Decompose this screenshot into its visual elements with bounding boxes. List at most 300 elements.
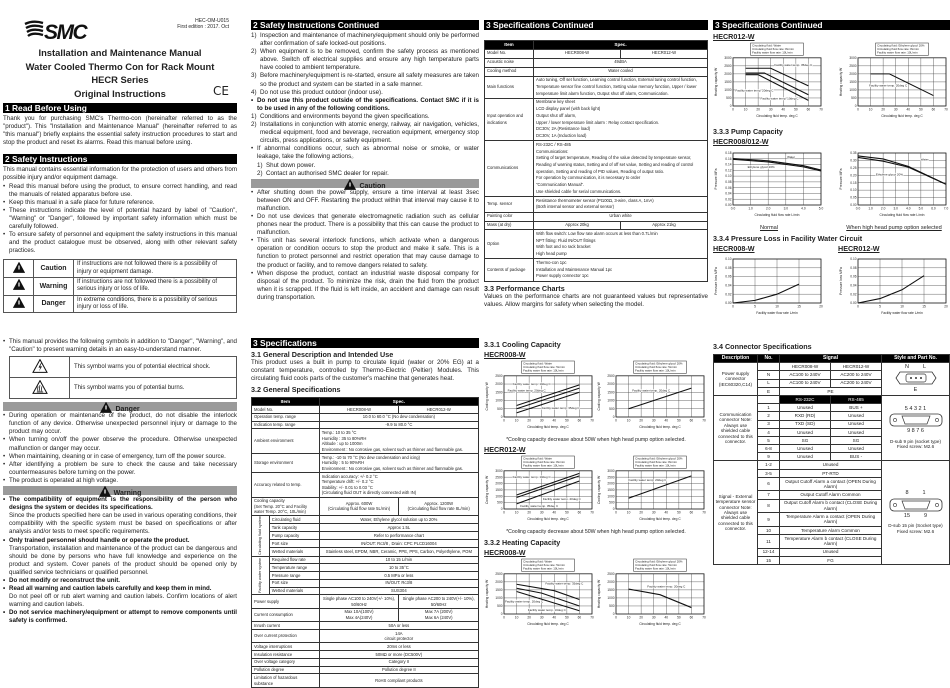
burn-icon (32, 380, 48, 394)
row-label: Inrush current (252, 622, 320, 630)
title-line: Installation and Maintenance Manual (38, 47, 202, 58)
pin-signal: Unused (830, 428, 881, 436)
row-label: Limitation of hazardous substance (252, 674, 320, 687)
model-label: HECR008-W (484, 350, 526, 359)
x-tick-label: 60 (577, 615, 582, 620)
row-label: Wetted materials (269, 587, 319, 595)
row-value: Max 7A (200V) Max 6A (240V) (399, 608, 479, 621)
series-line (733, 284, 799, 303)
item-text: Inspection and maintenance of machinery/equipment should only be performed after confirmation of safe locked-out positions. (260, 32, 479, 48)
pin-signal: PE (780, 387, 882, 395)
column-4-bottom (713, 340, 950, 565)
table-row (485, 98, 708, 140)
series-line (517, 584, 580, 599)
row-value: 50A or less (319, 622, 478, 630)
series-line (858, 276, 924, 303)
y-tick-label: 2500 (724, 63, 732, 68)
column-3-bottom (484, 338, 708, 633)
indented-paragraph: Transportation, installation and maintenance of the product can be dangerous and should be done by persons who have full knowledge and experience on the product and system. Cover panels of the product should be opened only by qualified service technicians or qualified personnel. (9, 544, 237, 576)
y-tick-label: 1500 (495, 587, 503, 592)
pin-number: 4 (758, 428, 780, 436)
chart-panel (484, 455, 596, 528)
x-tick-label: 70 (702, 418, 706, 423)
table-row (252, 595, 479, 608)
chart-panel (838, 42, 950, 125)
pin-number: E (758, 387, 780, 395)
y-tick-label: 0 (500, 612, 503, 617)
x-tick-label: 0 (732, 304, 734, 309)
y-tick-label: 2000 (495, 579, 503, 584)
table-row (252, 629, 479, 642)
pin-number: 11 (758, 534, 780, 548)
row-value: Resistance thermometer sensor (Pt100Ω, 3-wire, class A, 1mA) (Both internal sensor and external sensor) (534, 197, 708, 213)
pin-signal: AC200 to 240V (830, 371, 881, 379)
warning-banner (3, 486, 237, 498)
row-value: With flow switch: Low flow rate alarm occurs at less than 0.7L/min NPT fitting: Fluid IN/OUT fittings With foot and no rack bracket High head pump (534, 230, 708, 259)
series-label: Facility water temp. 10deg C (512, 381, 551, 386)
charts-cool012 (484, 455, 708, 528)
logo-stripe (26, 26, 43, 28)
row-label: Circulating fluid (269, 516, 319, 524)
line-chart (484, 360, 596, 431)
x-tick-label: 70 (944, 107, 948, 112)
connector-row (714, 395, 950, 403)
chart-panel (484, 360, 596, 436)
x-tick-label: 40 (664, 510, 669, 515)
x-axis-label: Circulating fluid temp. deg C (639, 517, 681, 521)
header-cell: Description (714, 355, 758, 363)
bullet-item: • The product is operated at high voltage. (3, 477, 237, 485)
exclamation (106, 406, 107, 410)
row-value: Single phase AC100 to 240V(+/- 10%), 50/60Hz (319, 595, 399, 608)
y-axis-label: Pressure MPa (714, 168, 718, 190)
item-number: 1) (251, 112, 257, 120)
row-value: Approx. 1200W (Circulating fluid flow rate 8L/min) (399, 497, 479, 516)
table-row (252, 651, 479, 659)
pin-label: 8 (905, 490, 909, 497)
pin-labels-bottom (883, 514, 948, 519)
hazard-level-table (3, 259, 237, 313)
row-value: Urban white (534, 212, 708, 221)
smc-logo-icon (23, 20, 101, 42)
bullet-item: • The compatibility of equipment is the responsibility of the person who designs the system or decides its specifications. (3, 496, 237, 512)
table-row (252, 516, 479, 524)
table-row (252, 524, 479, 532)
row-value: Single phase AC200 to 240V(+/- 10%), 50/60Hz (399, 595, 479, 608)
column-2-top (251, 19, 479, 302)
x-tick-label: 70 (702, 510, 706, 515)
item-text: When equipment is to be removed, confirm the safety process as mentioned above. Switch off electrical supplies and ensure any high temperature parts have cooled to ambient temperature. (260, 48, 479, 72)
y-tick-label: 1000 (607, 596, 615, 601)
legend-entry: Facility water flow rate: 10L/min (877, 50, 918, 55)
series-label: Facility water temp. 20deg C (869, 83, 908, 88)
y-tick-label: 0.08 (850, 265, 857, 270)
x-tick-label: 40 (552, 615, 557, 620)
x-tick-label: 50 (565, 418, 569, 423)
y-tick-label: 1500 (607, 488, 615, 492)
series-label: Facility water temp. 20deg C (542, 497, 581, 502)
indented-paragraph: Do not peel off or rub alert warning and caution labels. Confirm locations of alert warning and caution labels. (9, 593, 237, 609)
pin-signal: Output Cutoff Alarm b contact (CLOSE During Alarm) (780, 499, 882, 513)
row-label: Temp. sensor (485, 197, 534, 213)
pin-number: 12-14 (758, 548, 780, 556)
y-tick-label: 0.00 (850, 301, 857, 306)
pin-signal: PT-RTD (780, 469, 882, 477)
legend-entry: Circulating fluid flow rate: 5L/min (523, 563, 565, 568)
title-line: Water Cooled Thermo Con for Rack Mount (25, 60, 215, 72)
x-axis-label: Circulating fluid temp. deg C (639, 425, 681, 429)
y-tick-label: 0 (854, 104, 857, 109)
y-tick-label: 0.00 (725, 203, 732, 208)
legend-entry: Facility water flow rate: 10L/min (752, 50, 793, 55)
model-label: HECR012-W (713, 32, 755, 41)
y-tick-label: 1500 (607, 587, 615, 592)
legend-entry: Facility water flow rate: 10L/min (635, 463, 676, 468)
x-tick-label: 70 (590, 510, 594, 515)
row-label: Painting color (485, 212, 534, 221)
pin-number: 8 (758, 499, 780, 513)
y-axis-label: Cooling capacity W (597, 382, 601, 411)
row-value: Approx 21kg (621, 221, 708, 230)
table-row (252, 608, 479, 621)
x-tick-label: 40 (664, 615, 669, 620)
y-tick-label: 2500 (495, 571, 503, 576)
item-number: 1) (257, 161, 263, 169)
section-heading: 3 Specifications Continued (484, 20, 708, 30)
x-tick-label: 60 (689, 615, 694, 620)
row-value: RoHS compliant products (319, 674, 478, 687)
row-label: Operation temp. range (252, 413, 320, 421)
table-row (252, 429, 479, 454)
y-tick-label: 0 (729, 104, 732, 109)
table-row (485, 212, 708, 221)
x-axis-label: Facility water flow rate L/min (756, 311, 798, 315)
bullet-item: • Do not use this product outside of the specifications. Contact SMC if it is to be used in any of the following conditions. (251, 97, 479, 113)
line-chart (713, 42, 825, 120)
y-tick-label: 2000 (495, 382, 503, 387)
y-tick-label: 0 (500, 415, 503, 420)
ce-mark: CE (213, 84, 229, 98)
pin-signal: Temperature Alarm b contact (CLOSE During Alarm) (780, 534, 882, 548)
y-tick-label: 3000 (495, 468, 503, 473)
chart-panel (596, 558, 708, 633)
series-label: Facility water temp. 20deg C (647, 584, 686, 589)
y-tick-label: 0.08 (725, 179, 732, 184)
line-chart (596, 360, 708, 431)
y-tick-label: 0.10 (850, 188, 857, 193)
x-tick-label: 0.0 (855, 206, 861, 211)
legend-entry: Circulating fluid: Ethylene glycol 20% (635, 361, 683, 366)
y-tick-label: 0.00 (850, 203, 857, 208)
pin-signal: RXD (RD) (780, 412, 831, 420)
paragraph: This manual contains essential information for the protection of users and others from possible injury and/or equipment damage. (3, 166, 237, 182)
chart-note: *Cooling capacity decrease about 50W when high head pump option selected. (506, 437, 686, 443)
row-label: Indication temp. range (252, 421, 320, 429)
table-row (252, 658, 479, 666)
subsection-heading: 3.3.2 Heating Capacity (484, 538, 561, 547)
table-row (252, 413, 479, 421)
row-value: HECR008-W (319, 406, 399, 414)
caution-banner (251, 179, 479, 188)
x-tick-label: 20 (639, 510, 643, 515)
row-label: Storage environment (252, 453, 320, 472)
row-label: Required flow rate (269, 556, 319, 564)
table-row (252, 453, 479, 472)
section-heading: 3 Specifications (251, 338, 479, 348)
row-value: Membrane key sheet LCD display panel (with back light) Output shut off alarm, Upper / lower temperature limit alarm : Relay contact specification. DC30V, 2A (Resistance load) DC30V, 1A (Induction load) (534, 98, 708, 140)
pin-label: 5 4 3 2 1 (904, 405, 927, 412)
line-chart (713, 253, 825, 317)
pin-signal: Unused (780, 548, 882, 556)
y-tick-label: 1000 (849, 88, 857, 93)
pin-number: N (758, 371, 780, 379)
exclamation (18, 300, 19, 304)
y-axis-label: Heating capacity W (839, 67, 843, 97)
x-axis-label: Circulating fluid temp. deg C (527, 425, 569, 429)
series-label: Facility water temp. 20deg C (628, 477, 667, 482)
x-tick-label: 30 (539, 510, 544, 515)
row-label: Model No. (485, 49, 534, 58)
table-row (252, 579, 479, 587)
table-header-row (252, 398, 479, 406)
row-label: Cooling method (485, 67, 534, 76)
y-tick-label: 2500 (495, 475, 503, 480)
x-tick-label: 40 (664, 418, 669, 423)
row-label: Model No. (252, 406, 320, 414)
x-tick-label: 20 (527, 615, 531, 620)
table-row (252, 406, 479, 414)
table-row (485, 259, 708, 281)
exclamation (104, 490, 105, 494)
y-tick-label: 0.16 (725, 156, 732, 161)
row-value: Stainless steel, EPDM, NBR, Ceramic, PPE, PPS, Carbon, Polyethylene, POM (319, 548, 478, 556)
x-tick-label: 50 (565, 510, 569, 515)
pin-signal: Unused (830, 412, 881, 420)
section-heading: 2 Safety Instructions (3, 154, 237, 164)
x-tick-label: 30 (651, 510, 656, 515)
y-tick-label: 0 (612, 415, 615, 420)
x-tick-label: 0 (615, 510, 617, 515)
y-tick-label: 0.02 (725, 292, 732, 297)
pin-signal: HECR008-W (780, 363, 831, 371)
table-row (252, 421, 479, 429)
x-tick-label: 0.0 (730, 206, 736, 211)
dsub (902, 416, 930, 424)
x-tick-label: 3.0 (893, 206, 898, 211)
legend-entry: Circulating fluid: Water (523, 361, 553, 366)
x-tick-label: 50 (794, 107, 798, 112)
x-tick-label: 60 (689, 418, 694, 423)
bullet-item: • Do not use devices that generate electromagnetic radiation such as cellular phones near the product. There is a possibility that this can cause the product to malfunction. (251, 213, 479, 237)
line-chart (484, 455, 596, 523)
bullet-item: • These instructions indicate the level of potential hazard by label of "Caution", "Warning" or "Danger", followed by important safety information which must be carefully followed. (3, 207, 237, 231)
pin-signal: Unused (780, 404, 831, 412)
y-tick-label: 500 (609, 406, 615, 411)
x-axis-label: Circulating fluid flow rate L/min (754, 213, 800, 217)
row-value: RS-232C / RS-485 Communications: Setting of target temperature, Reading of the value detected by temperature sensor, Reading of warning status, Setting and of off set value, Setting and reading of control operation, Setting and reading of PID values, Reading of output ratio. For operation by communication, it is necessary to order "Communication Manual". Use shielded cable for serial communications. (534, 141, 708, 197)
table-header-row (714, 355, 950, 363)
x-tick-label: 30 (539, 418, 544, 423)
y-tick-label: 500 (609, 500, 615, 505)
row-label: Ambient environment (252, 429, 320, 454)
x-tick-label: 10 (626, 510, 631, 515)
logo-stripe (25, 22, 43, 24)
row-value: 10 to 35°C (319, 564, 478, 572)
pin-signal: Temperature Alarm a contact (OPEN During Alarm) (780, 513, 882, 527)
x-axis-label: Circulating fluid temp. deg C (756, 114, 798, 118)
pin-label: L (922, 363, 927, 370)
series-label: Water (920, 157, 929, 162)
row-value: SUS304 (319, 587, 478, 595)
logo-stripe (27, 30, 43, 32)
pin-signal: Unused (780, 428, 831, 436)
chart-panel (713, 42, 825, 125)
plot-frame (616, 376, 704, 417)
pin-signal: HECR012-W (830, 363, 881, 371)
y-tick-label: 0.10 (725, 257, 732, 262)
series-line (858, 156, 946, 184)
y-axis-label: Cooling capacity W (485, 382, 489, 411)
item-number: 4) (251, 88, 257, 96)
pin-number: 1-2 (758, 461, 780, 469)
subsection-heading: 3.3.4 Pressure Loss in Facility Water Circuit (713, 234, 863, 243)
y-tick-label: 1000 (495, 494, 503, 499)
legend-entry: Circulating fluid flow rate: 8L/min (877, 47, 919, 52)
connector-description: Power supply connector (IEC60320,C14) (714, 363, 758, 396)
x-tick-label: 0 (615, 418, 617, 423)
row-value: Auto tuning, Off set function, Learning control function, External tuning control function, Temperature sensor fine control function, Setting value memory function, Upper / lower temperature limit alarm function, Output shut off alarm, Communication. (534, 76, 708, 98)
y-tick-label: 1000 (495, 596, 503, 601)
pin-number: 7 (758, 491, 780, 499)
row-label: Temperature range (269, 564, 319, 572)
x-tick-label: 0 (857, 304, 859, 309)
connector-description: Signal - External temperature sensor connector Note: Always use shielded cable connected to this connector. (714, 461, 758, 565)
row-value: Thermo-con 1pc Installation and Maintenance Manual 1pc Power supply connector 1pc (534, 259, 708, 281)
pin-number (758, 395, 780, 403)
numbered-item (251, 48, 479, 72)
row-value: 10.0 to 60.0 °C (No dew condensation) (319, 413, 478, 421)
row-value: HECR012-W (399, 406, 479, 414)
x-tick-label: 70 (819, 107, 823, 112)
x-tick-label: 10 (743, 107, 748, 112)
connector-caption: Fixed screw: M2.6 (896, 444, 935, 450)
pin-label: 1 (922, 490, 926, 497)
pin-label: 15 (903, 512, 911, 519)
legend-entry: Circulating fluid: Ethylene glycol 20% (635, 456, 683, 461)
table-row (252, 666, 479, 674)
pin-signal: AC200 to 240V (830, 379, 881, 387)
header-cell: No. (758, 355, 780, 363)
table-header-row (485, 41, 708, 50)
x-tick-label: 1.0 (868, 206, 873, 211)
y-tick-label: 0.04 (850, 283, 857, 288)
numbered-item (251, 113, 479, 121)
row-value: 0.5 MPa or less (319, 572, 478, 580)
row-value: -9.9 to 80.0 °C (319, 421, 478, 429)
table-row (485, 58, 708, 67)
symbol-row (10, 357, 237, 378)
item-number: 2) (257, 169, 263, 177)
x-tick-label: 50 (919, 107, 923, 112)
chart-panel (838, 244, 950, 322)
row-value: IN/OUT: Rc3/8 (319, 579, 478, 587)
series-line (746, 68, 809, 86)
paragraph: Thank you for purchasing SMC's Thermo-con (hereinafter referred to as the "product"). This "Installation and Maintenance Manual" (hereinafter referred to as "this manual") briefly explains the essential safety instruction procedures to start and stop the product and reset its alarms. Read this manual before using. (3, 115, 237, 147)
y-tick-label: 2500 (607, 475, 615, 480)
header-cell: Signal (780, 355, 882, 363)
pin-number: 5 (758, 436, 780, 444)
row-label: Main functions (485, 76, 534, 98)
pin-signal: SG (830, 436, 881, 444)
y-tick-label: 500 (726, 96, 732, 101)
pin-signal: BUS - (830, 453, 881, 461)
x-axis-label: Circulating fluid temp. deg C (527, 517, 569, 521)
bullet-item: • If abnormal conditions occur, such as abnormal noise or smoke, or water leakage, take the following actions。 (251, 145, 479, 161)
x-tick-label: 20 (639, 615, 643, 620)
pin-signal: FG (780, 556, 882, 564)
screw (893, 418, 896, 421)
y-tick-label: 0 (500, 507, 503, 512)
row-label: Communications (485, 141, 534, 197)
db9-connector-icon (886, 412, 946, 428)
row-label: Voltage interruptions (252, 643, 320, 651)
row-value: Approx 1.5L (319, 524, 478, 532)
chart-panel (484, 558, 596, 633)
column-4-top (713, 19, 950, 322)
y-axis-label: Heating capacity W (485, 579, 489, 609)
row-label: Pressure range (269, 572, 319, 580)
chart-panel (596, 455, 708, 528)
bullet-item: • Do not service machinery/equipment or attempt to remove components until safety is confirmed. (3, 609, 237, 625)
pin-signal: Unused (780, 461, 882, 469)
y-axis-label: Cooling capacity W (597, 475, 601, 505)
y-tick-label: 500 (497, 604, 503, 609)
iec-connector-icon (886, 370, 946, 386)
pin-signal: RS-232C (780, 395, 831, 403)
pin-number: 15 (758, 556, 780, 564)
pin-labels-bottom (883, 388, 948, 393)
x-tick-label: 40 (552, 418, 557, 423)
item-text: Conditions and environments beyond the given specifications. (260, 112, 430, 120)
legend-entry: Circulating fluid flow rate: 8L/min (635, 460, 677, 465)
pin-signal: Unused (830, 445, 881, 453)
series-label: Facility water temp. 35deg C (774, 62, 813, 67)
pin-signal: SG (780, 436, 831, 444)
bullet-item: • Read all warning and caution labels carefully and keep them in mind. (3, 585, 237, 593)
legend-entry: Circulating fluid: Water (523, 456, 553, 461)
subsection-heading: 3.3.1 Cooling Capacity (484, 340, 561, 349)
row-label: Pump capacity (269, 532, 319, 540)
row-value: Temp.: -10 to 70 °C (No dew condensation and icing) Humidity : 5 to 90%RH Environment : No corrosive gas, solvent such as thinner and flammable gas. (319, 453, 478, 472)
series-label: Facility water temp. 10deg C (760, 96, 799, 101)
row-label: Acoustic noise (485, 58, 534, 67)
legend-entry: Facility water flow rate: 10L/min (523, 566, 564, 571)
x-tick-label: 50 (677, 510, 681, 515)
pin-number: 2 (758, 412, 780, 420)
y-tick-label: 0.30 (850, 158, 857, 163)
y-tick-label: 0.35 (850, 151, 857, 156)
connector-style (882, 363, 950, 396)
bullet-item: • Only trained personnel should handle or operate the product. (3, 537, 237, 545)
x-tick-label: 20 (944, 304, 948, 309)
x-tick-label: 0 (857, 107, 859, 112)
pin (910, 377, 912, 379)
charts-pump (713, 147, 950, 232)
chart-panel (838, 147, 950, 232)
line-chart (713, 147, 825, 219)
x-tick-label: 60 (577, 418, 582, 423)
column-3-top (484, 19, 708, 309)
